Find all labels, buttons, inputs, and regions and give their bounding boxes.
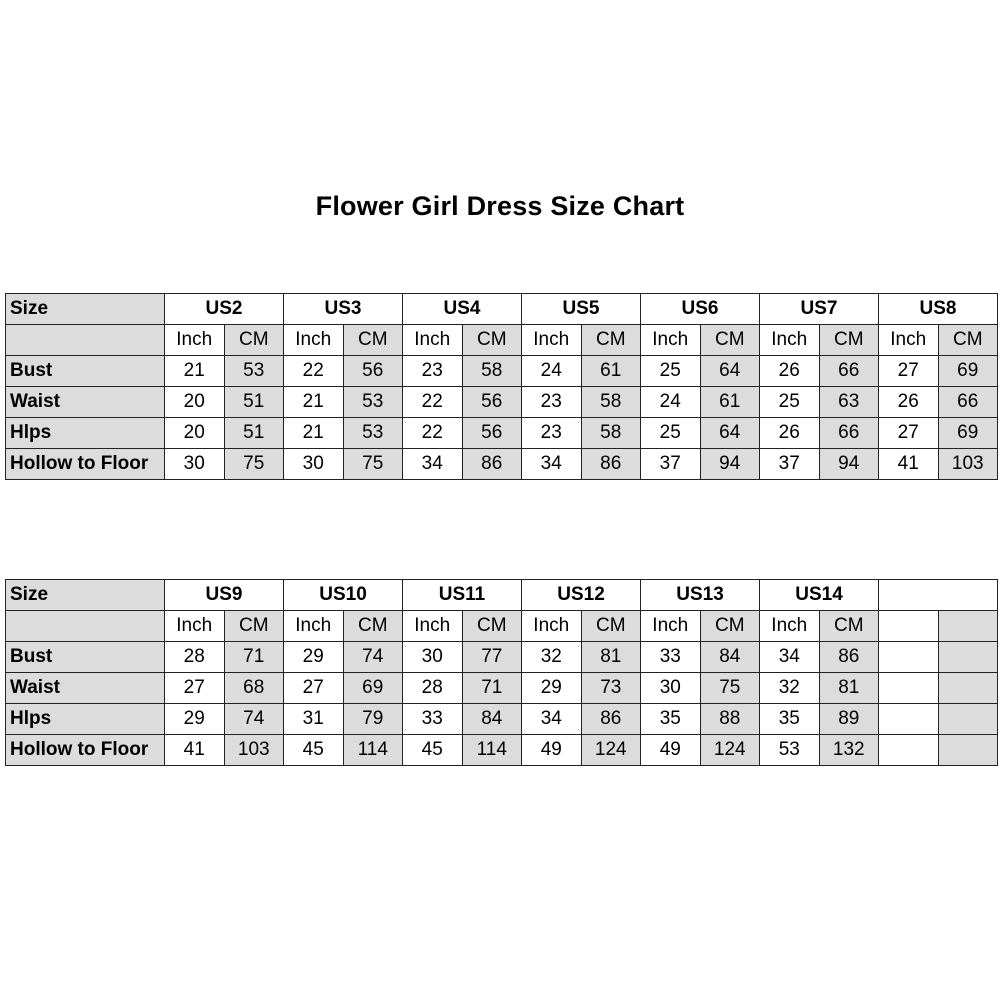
cm-value: 114 xyxy=(462,735,522,766)
inch-value: 41 xyxy=(879,449,939,480)
cm-value: 71 xyxy=(224,642,284,673)
table-row xyxy=(6,704,998,735)
cm-header: CM xyxy=(938,325,998,356)
inch-value: 34 xyxy=(760,642,820,673)
measurement-label: Waist xyxy=(6,387,165,418)
inch-value: 25 xyxy=(641,356,701,387)
size-header: US10 xyxy=(284,580,403,611)
cm-header: CM xyxy=(700,611,760,642)
inch-value: 23 xyxy=(403,356,463,387)
inch-value: 21 xyxy=(284,387,344,418)
size-header: US11 xyxy=(403,580,522,611)
table-row xyxy=(6,449,998,480)
cm-header: CM xyxy=(343,325,403,356)
inch-value: 23 xyxy=(522,387,582,418)
inch-value: 35 xyxy=(641,704,701,735)
measurement-label: Waist xyxy=(6,673,165,704)
inch-value: 34 xyxy=(403,449,463,480)
inch-header: Inch xyxy=(284,325,344,356)
inch-value: 26 xyxy=(760,418,820,449)
inch-value: 35 xyxy=(760,704,820,735)
cm-value: 88 xyxy=(700,704,760,735)
cm-value: 86 xyxy=(462,449,522,480)
inch-value: 49 xyxy=(641,735,701,766)
cm-header: CM xyxy=(224,611,284,642)
cm-value xyxy=(938,735,998,766)
inch-header: Inch xyxy=(522,611,582,642)
cm-value: 132 xyxy=(819,735,879,766)
cm-value: 74 xyxy=(224,704,284,735)
cm-value: 69 xyxy=(938,356,998,387)
page-title: Flower Girl Dress Size Chart xyxy=(315,191,685,221)
cm-value: 64 xyxy=(700,356,760,387)
size-chart-table xyxy=(5,579,998,766)
unit-header-row xyxy=(6,325,998,356)
cm-value: 63 xyxy=(819,387,879,418)
table-row xyxy=(6,642,998,673)
cm-value: 53 xyxy=(343,418,403,449)
size-header: US6 xyxy=(641,294,760,325)
inch-value: 37 xyxy=(760,449,820,480)
inch-value: 22 xyxy=(284,356,344,387)
size-header: US12 xyxy=(522,580,641,611)
inch-value: 45 xyxy=(403,735,463,766)
cm-value: 75 xyxy=(224,449,284,480)
inch-value: 21 xyxy=(284,418,344,449)
inch-value: 26 xyxy=(879,387,939,418)
table-header-row xyxy=(6,580,998,611)
cm-value xyxy=(938,673,998,704)
inch-value: 26 xyxy=(760,356,820,387)
inch-value: 32 xyxy=(522,642,582,673)
cm-header: CM xyxy=(819,325,879,356)
size-chart-table xyxy=(5,293,998,480)
cm-value: 66 xyxy=(819,418,879,449)
measurement-label: Hlps xyxy=(6,418,165,449)
inch-header: Inch xyxy=(641,325,701,356)
inch-value: 27 xyxy=(284,673,344,704)
inch-header: Inch xyxy=(403,611,463,642)
table-row xyxy=(6,673,998,704)
inch-value: 27 xyxy=(165,673,225,704)
inch-value: 32 xyxy=(760,673,820,704)
size-header: US7 xyxy=(760,294,879,325)
size-header: US5 xyxy=(522,294,641,325)
cm-value: 74 xyxy=(343,642,403,673)
inch-value: 28 xyxy=(165,642,225,673)
inch-value: 30 xyxy=(165,449,225,480)
cm-header: CM xyxy=(581,325,641,356)
inch-header: Inch xyxy=(641,611,701,642)
inch-value: 30 xyxy=(641,673,701,704)
cm-header: CM xyxy=(581,611,641,642)
inch-header: Inch xyxy=(522,325,582,356)
cm-value: 56 xyxy=(343,356,403,387)
cm-value: 58 xyxy=(462,356,522,387)
cm-value: 79 xyxy=(343,704,403,735)
inch-value: 22 xyxy=(403,387,463,418)
empty-cell xyxy=(938,611,998,642)
cm-value: 61 xyxy=(581,356,641,387)
cm-value: 61 xyxy=(700,387,760,418)
cm-value: 66 xyxy=(938,387,998,418)
size-label: Size xyxy=(6,580,165,611)
inch-header: Inch xyxy=(879,325,939,356)
cm-header: CM xyxy=(462,611,522,642)
cm-value: 84 xyxy=(462,704,522,735)
inch-value: 30 xyxy=(284,449,344,480)
cm-value: 53 xyxy=(224,356,284,387)
table-row xyxy=(6,735,998,766)
inch-value: 23 xyxy=(522,418,582,449)
inch-value: 27 xyxy=(879,356,939,387)
cm-value: 94 xyxy=(819,449,879,480)
cm-header: CM xyxy=(462,325,522,356)
cm-value: 68 xyxy=(224,673,284,704)
cm-value: 124 xyxy=(581,735,641,766)
measurement-label: Bust xyxy=(6,356,165,387)
inch-value xyxy=(879,673,939,704)
size-header: US13 xyxy=(641,580,760,611)
cm-value: 75 xyxy=(343,449,403,480)
size-header: US14 xyxy=(760,580,879,611)
cm-header: CM xyxy=(819,611,879,642)
table-header-row xyxy=(6,294,998,325)
cm-value: 51 xyxy=(224,418,284,449)
cm-value: 103 xyxy=(224,735,284,766)
cm-value: 69 xyxy=(343,673,403,704)
inch-value: 34 xyxy=(522,449,582,480)
inch-value: 34 xyxy=(522,704,582,735)
size-header: US4 xyxy=(403,294,522,325)
empty-label-cell xyxy=(6,611,165,642)
cm-value: 89 xyxy=(819,704,879,735)
inch-value: 25 xyxy=(641,418,701,449)
cm-value: 86 xyxy=(581,704,641,735)
cm-value: 58 xyxy=(581,418,641,449)
cm-value: 71 xyxy=(462,673,522,704)
cm-value: 86 xyxy=(819,642,879,673)
inch-value xyxy=(879,642,939,673)
cm-value: 73 xyxy=(581,673,641,704)
inch-value: 27 xyxy=(879,418,939,449)
inch-value: 24 xyxy=(522,356,582,387)
size-header: US2 xyxy=(165,294,284,325)
inch-value: 29 xyxy=(165,704,225,735)
cm-value: 66 xyxy=(819,356,879,387)
cm-value: 58 xyxy=(581,387,641,418)
cm-value: 81 xyxy=(819,673,879,704)
inch-value: 30 xyxy=(403,642,463,673)
size-header: US8 xyxy=(879,294,998,325)
inch-value xyxy=(879,735,939,766)
cm-header: CM xyxy=(343,611,403,642)
inch-value: 45 xyxy=(284,735,344,766)
inch-value: 29 xyxy=(284,642,344,673)
cm-header: CM xyxy=(700,325,760,356)
inch-value: 29 xyxy=(522,673,582,704)
inch-value xyxy=(879,704,939,735)
measurement-label: Hlps xyxy=(6,704,165,735)
size-header xyxy=(879,580,998,611)
inch-header: Inch xyxy=(403,325,463,356)
inch-value: 49 xyxy=(522,735,582,766)
cm-value: 94 xyxy=(700,449,760,480)
inch-header: Inch xyxy=(760,325,820,356)
table-row xyxy=(6,387,998,418)
measurement-label: Hollow to Floor xyxy=(6,449,165,480)
size-label: Size xyxy=(6,294,165,325)
inch-value: 31 xyxy=(284,704,344,735)
inch-value: 22 xyxy=(403,418,463,449)
table-row xyxy=(6,356,998,387)
cm-value: 86 xyxy=(581,449,641,480)
cm-value: 53 xyxy=(343,387,403,418)
measurement-label: Bust xyxy=(6,642,165,673)
inch-value: 28 xyxy=(403,673,463,704)
inch-value: 21 xyxy=(165,356,225,387)
inch-value: 25 xyxy=(760,387,820,418)
cm-value: 56 xyxy=(462,418,522,449)
cm-value xyxy=(938,642,998,673)
inch-header: Inch xyxy=(165,611,225,642)
inch-value: 20 xyxy=(165,418,225,449)
cm-value: 84 xyxy=(700,642,760,673)
cm-value: 77 xyxy=(462,642,522,673)
cm-value: 81 xyxy=(581,642,641,673)
cm-value: 56 xyxy=(462,387,522,418)
measurement-label: Hollow to Floor xyxy=(6,735,165,766)
inch-value: 20 xyxy=(165,387,225,418)
size-header: US3 xyxy=(284,294,403,325)
inch-value: 37 xyxy=(641,449,701,480)
cm-value: 69 xyxy=(938,418,998,449)
inch-value: 33 xyxy=(403,704,463,735)
size-header: US9 xyxy=(165,580,284,611)
cm-value: 51 xyxy=(224,387,284,418)
inch-value: 53 xyxy=(760,735,820,766)
cm-value: 124 xyxy=(700,735,760,766)
cm-header: CM xyxy=(224,325,284,356)
cm-value: 75 xyxy=(700,673,760,704)
inch-value: 24 xyxy=(641,387,701,418)
inch-header: Inch xyxy=(760,611,820,642)
unit-header-row xyxy=(6,611,998,642)
cm-value: 64 xyxy=(700,418,760,449)
cm-value xyxy=(938,704,998,735)
inch-header: Inch xyxy=(165,325,225,356)
empty-label-cell xyxy=(6,325,165,356)
table-row xyxy=(6,418,998,449)
cm-value: 103 xyxy=(938,449,998,480)
cm-value: 114 xyxy=(343,735,403,766)
empty-cell xyxy=(879,611,939,642)
inch-value: 33 xyxy=(641,642,701,673)
inch-header: Inch xyxy=(284,611,344,642)
inch-value: 41 xyxy=(165,735,225,766)
